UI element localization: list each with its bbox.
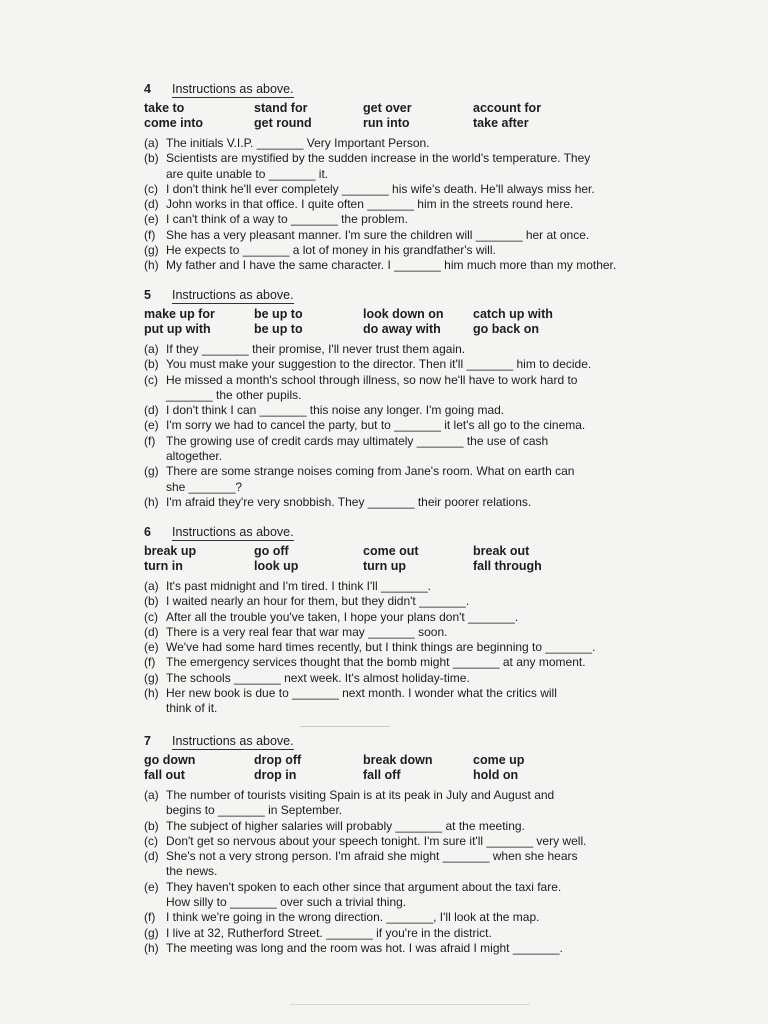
question-text: I'm sorry we had to cancel the party, but to _______ it let's all go to the cinema. — [166, 418, 586, 433]
phrasal-verb: fall out — [144, 768, 185, 782]
phrasal-verb: get over — [363, 101, 412, 115]
question-item — [144, 182, 634, 197]
question-letter: (g) — [144, 925, 159, 940]
question-item — [144, 671, 634, 686]
question-letter: (e) — [144, 212, 159, 227]
phrasal-verb: catch up with — [473, 307, 553, 321]
exercise-instructions: Instructions as above. — [172, 288, 294, 302]
exercise-5 — [144, 288, 634, 510]
exercise-number: 5 — [144, 288, 151, 302]
question-item — [144, 880, 634, 911]
phrasal-verb: come out — [363, 544, 419, 558]
exercise-instructions: Instructions as above. — [172, 82, 294, 96]
phrasal-verb: get round — [254, 116, 312, 130]
question-item — [144, 625, 634, 640]
question-text: He missed a month's school through illness, so now he'll have to work hard to _______ the other pupils. — [166, 372, 578, 402]
question-item — [144, 243, 634, 258]
question-item — [144, 926, 634, 941]
question-text: The emergency services thought that the bomb might _______ at any moment. — [166, 655, 586, 670]
question-text: The meeting was long and the room was hot. I was afraid I might _______. — [166, 940, 563, 955]
question-letter: (e) — [144, 418, 159, 433]
question-item — [144, 610, 634, 625]
phrasal-verb: stand for — [254, 101, 308, 115]
phrasal-verb: take after — [473, 116, 529, 130]
phrasal-verb: come into — [144, 116, 204, 130]
question-list — [144, 579, 634, 717]
phrasal-verb: look up — [254, 559, 299, 573]
question-letter: (f) — [144, 910, 156, 925]
question-text: I live at 32, Rutherford Street. _______ if you're in the district. — [166, 925, 492, 940]
question-letter: (h) — [144, 686, 159, 701]
phrasal-verb: put up with — [144, 322, 211, 336]
question-letter: (g) — [144, 670, 159, 685]
question-letter: (c) — [144, 609, 158, 624]
question-text: I think we're going in the wrong direction. _______, I'll look at the map. — [166, 910, 540, 925]
phrasal-verb: drop off — [254, 753, 302, 767]
phrasal-verb: be up to — [254, 322, 303, 336]
question-text: After all the trouble you've taken, I hope your plans don't _______. — [166, 609, 519, 624]
question-text: Scientists are mystified by the sudden increase in the world's temperature. They are quite unable to _______ it. — [166, 151, 591, 181]
question-text: I waited nearly an hour for them, but they didn't _______. — [166, 594, 470, 609]
question-item — [144, 418, 634, 433]
question-list — [144, 788, 634, 956]
question-text: I don't think he'll ever completely _______ his wife's death. He'll always miss her. — [166, 181, 595, 196]
exercise-header — [144, 82, 634, 99]
question-letter: (a) — [144, 579, 159, 593]
phrasal-verb: break out — [473, 544, 530, 558]
phrasal-verb: hold on — [473, 768, 519, 782]
question-letter: (f) — [144, 227, 156, 242]
question-text: She has a very pleasant manner. I'm sure the children will _______ her at once. — [166, 227, 590, 242]
question-letter: (h) — [144, 258, 159, 273]
question-letter: (b) — [144, 818, 159, 833]
phrasal-verb: look down on — [363, 307, 444, 321]
exercise-instructions: Instructions as above. — [172, 734, 294, 748]
question-letter: (d) — [144, 403, 159, 418]
question-text: There are some strange noises coming from Jane's room. What on earth can she _______? — [166, 464, 575, 494]
phrasal-verb: break down — [363, 753, 433, 767]
question-letter: (a) — [144, 136, 159, 150]
exercise-4 — [144, 82, 634, 274]
phrasal-verb: turn up — [363, 559, 407, 573]
phrasal-verb: run into — [363, 116, 410, 130]
phrasal-verb: go off — [254, 544, 289, 558]
question-item — [144, 151, 634, 182]
question-text: The number of tourists visiting Spain is at its peak in July and August and begins to _______ in September. — [166, 788, 555, 818]
question-letter: (g) — [144, 243, 159, 258]
question-item — [144, 655, 634, 670]
question-item — [144, 594, 634, 609]
question-text: It's past midnight and I'm tired. I think I'll _______. — [166, 579, 432, 593]
question-text: John works in that office. I quite often _______ him in the streets round here. — [166, 197, 574, 212]
question-item — [144, 136, 634, 151]
question-text: Her new book is due to _______ next month. I wonder what the critics will think of it. — [166, 686, 557, 716]
phrasal-verb: come up — [473, 753, 525, 767]
phrasal-verb: drop in — [254, 768, 297, 782]
question-item — [144, 941, 634, 956]
scan-divider — [300, 726, 390, 727]
question-item — [144, 834, 634, 849]
question-letter: (b) — [144, 594, 159, 609]
question-text: I don't think I can _______ this noise any longer. I'm going mad. — [166, 403, 505, 418]
question-letter: (h) — [144, 494, 159, 509]
question-item — [144, 464, 634, 495]
phrasal-verb: take to — [144, 101, 185, 115]
exercise-7 — [144, 734, 634, 956]
phrasal-verb: be up to — [254, 307, 303, 321]
exercise-number: 4 — [144, 82, 151, 96]
phrasal-verb: turn in — [144, 559, 183, 573]
question-letter: (f) — [144, 655, 156, 670]
phrasal-verb: break up — [144, 544, 197, 558]
question-text: She's not a very strong person. I'm afraid she might _______ when she hears the news. — [166, 849, 578, 879]
question-letter: (c) — [144, 372, 158, 387]
question-text: The subject of higher salaries will probably _______ at the meeting. — [166, 818, 525, 833]
phrasal-verb-box — [144, 753, 634, 783]
question-item — [144, 357, 634, 372]
question-letter: (d) — [144, 197, 159, 212]
question-letter: (b) — [144, 357, 159, 372]
exercise-header — [144, 734, 634, 751]
question-text: He expects to _______ a lot of money in his grandfather's will. — [166, 243, 496, 258]
question-letter: (a) — [144, 788, 159, 802]
question-item — [144, 579, 634, 594]
question-letter: (h) — [144, 940, 159, 955]
phrasal-verb: make up for — [144, 307, 215, 321]
question-item — [144, 788, 634, 819]
question-text: The schools _______ next week. It's almost holiday-time. — [166, 670, 470, 685]
question-item — [144, 686, 634, 717]
question-item — [144, 212, 634, 227]
question-item — [144, 819, 634, 834]
phrasal-verb: do away with — [363, 322, 441, 336]
question-letter: (b) — [144, 151, 159, 166]
question-list — [144, 136, 634, 274]
exercise-header — [144, 525, 634, 542]
question-item — [144, 849, 634, 880]
exercise-header — [144, 288, 634, 305]
phrasal-verb-box — [144, 101, 634, 131]
phrasal-verb: fall off — [363, 768, 401, 782]
question-text: They haven't spoken to each other since that argument about the taxi fare. How silly to _______ over such a trivial thing. — [166, 879, 562, 910]
question-text: If they _______ their promise, I'll never trust them again. — [166, 342, 466, 356]
question-letter: (c) — [144, 833, 158, 848]
question-letter: (c) — [144, 181, 158, 196]
question-text: There is a very real fear that war may _______ soon. — [166, 624, 448, 639]
question-text: The initials V.I.P. _______ Very Important Person. — [166, 136, 430, 150]
question-item — [144, 342, 634, 357]
question-text: You must make your suggestion to the director. Then it'll _______ him to decide. — [166, 357, 592, 372]
question-text: I can't think of a way to _______ the problem. — [166, 212, 408, 227]
question-list — [144, 342, 634, 510]
exercise-6 — [144, 525, 634, 717]
question-item — [144, 403, 634, 418]
question-text: The growing use of credit cards may ultimately _______ the use of cash altogether. — [166, 433, 549, 464]
question-letter: (e) — [144, 640, 159, 655]
question-letter: (a) — [144, 342, 159, 356]
question-text: I'm afraid they're very snobbish. They _______ their poorer relations. — [166, 494, 532, 509]
phrasal-verb: go down — [144, 753, 196, 767]
question-letter: (f) — [144, 433, 156, 448]
question-letter: (d) — [144, 624, 159, 639]
question-item — [144, 258, 634, 273]
exercise-instructions: Instructions as above. — [172, 525, 294, 539]
question-text: Don't get so nervous about your speech tonight. I'm sure it'll _______ very well. — [166, 833, 587, 848]
phrasal-verb: go back on — [473, 322, 539, 336]
phrasal-verb: account for — [473, 101, 542, 115]
question-item — [144, 640, 634, 655]
question-item — [144, 910, 634, 925]
question-item — [144, 434, 634, 465]
question-item — [144, 373, 634, 404]
phrasal-verb-box — [144, 544, 634, 574]
phrasal-verb: fall through — [473, 559, 542, 573]
phrasal-verb-box — [144, 307, 634, 337]
question-item — [144, 197, 634, 212]
question-letter: (e) — [144, 879, 159, 894]
scan-bottom-edge — [290, 1004, 530, 1005]
question-letter: (d) — [144, 849, 159, 864]
question-text: My father and I have the same character. I _______ him much more than my mother. — [166, 258, 617, 273]
exercise-number: 6 — [144, 525, 151, 539]
exercise-number: 7 — [144, 734, 151, 748]
question-text: We've had some hard times recently, but I think things are beginning to _______. — [166, 640, 596, 655]
question-letter: (g) — [144, 464, 159, 479]
question-item — [144, 495, 634, 510]
question-item — [144, 228, 634, 243]
